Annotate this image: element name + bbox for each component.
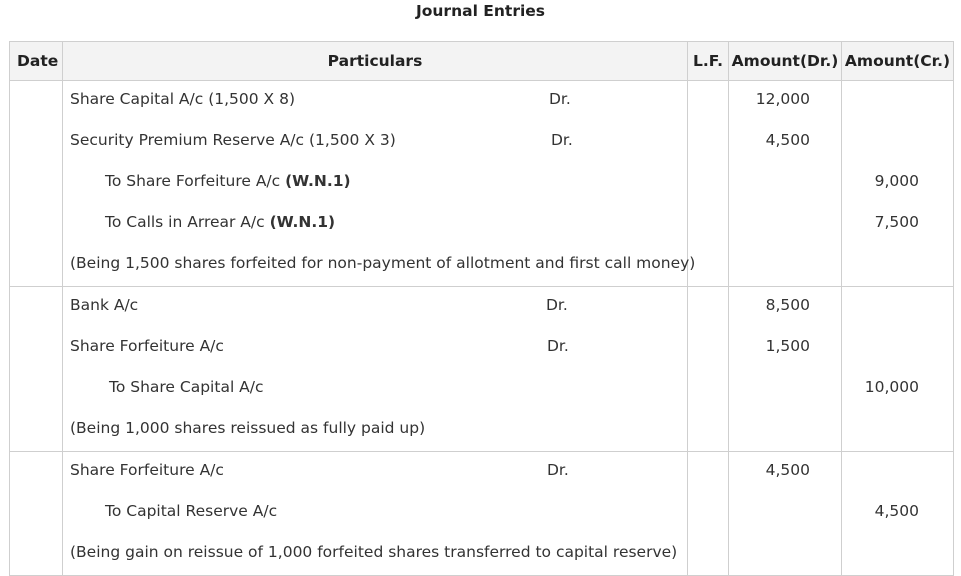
credit-amount: 10,000 (864, 378, 919, 396)
journal-entry-row (10, 452, 954, 576)
particular-line (63, 493, 687, 534)
header-date: Date (10, 42, 63, 81)
particulars-cell (63, 452, 688, 576)
date-cell (10, 452, 63, 576)
credit-cell (842, 287, 954, 452)
particular-line (63, 369, 687, 410)
working-note-ref: (W.N.1) (269, 213, 336, 231)
debit-amount: 4,500 (765, 131, 810, 149)
dr-mark: Dr. (547, 461, 569, 479)
credit-cell (842, 81, 954, 287)
debit-amount: 8,500 (765, 296, 810, 314)
particular-line (63, 122, 687, 163)
particular-line (63, 81, 687, 122)
account-name: To Capital Reserve A/c (105, 502, 278, 520)
particulars-cell (63, 81, 696, 287)
credit-amount: 7,500 (874, 213, 919, 231)
journal-entry-row (10, 287, 954, 452)
page-title: Journal Entries (415, 2, 546, 20)
account-name: Share Capital A/c (1,500 X 8) (70, 90, 296, 108)
debit-amount: 1,500 (765, 337, 810, 355)
date-cell (10, 81, 63, 287)
journal-entry-row (10, 81, 954, 287)
header-particulars: Particulars (63, 42, 688, 81)
account-name: To Share Capital A/c (109, 378, 264, 396)
lf-cell (688, 287, 729, 452)
credit-amount: 4,500 (874, 502, 919, 520)
journal-table (9, 41, 954, 576)
header-row (10, 42, 954, 81)
account-name: Security Premium Reserve A/c (1,500 X 3) (70, 131, 396, 149)
account-name: To Share Forfeiture A/c (105, 172, 286, 190)
account-name: Bank A/c (70, 296, 139, 314)
dr-mark: Dr. (549, 90, 571, 108)
dr-mark: Dr. (547, 337, 569, 355)
dr-mark: Dr. (546, 296, 568, 314)
particulars-cell (63, 287, 688, 452)
date-cell (10, 287, 63, 452)
header-lf: L.F. (688, 42, 729, 81)
credit-amount: 9,000 (874, 172, 919, 190)
lf-cell (688, 452, 729, 576)
debit-amount: 4,500 (765, 461, 810, 479)
debit-cell (729, 452, 842, 576)
credit-cell (842, 452, 954, 576)
debit-cell (729, 81, 842, 287)
account-name: Share Forfeiture A/c (70, 461, 224, 479)
particular-line (63, 204, 687, 245)
working-note-ref: (W.N.1) (285, 172, 351, 190)
dr-mark: Dr. (551, 131, 573, 149)
account-name: To Calls in Arrear A/c (105, 213, 270, 231)
debit-amount: 12,000 (755, 90, 810, 108)
narration: (Being 1,000 shares reissued as fully paid up) (70, 419, 426, 437)
particular-line (63, 452, 687, 493)
particular-line (63, 163, 687, 204)
narration: (Being gain on reissue of 1,000 forfeited shares transferred to capital reserve) (70, 543, 678, 561)
particular-line (63, 328, 687, 369)
narration: (Being 1,500 shares forfeited for non-payment of allotment and first call money) (70, 254, 696, 272)
debit-cell (729, 287, 842, 452)
header-amount-dr: Amount(Dr.) (729, 42, 842, 81)
header-amount-cr: Amount(Cr.) (842, 42, 954, 81)
account-name: Share Forfeiture A/c (70, 337, 224, 355)
particular-line (63, 287, 687, 328)
